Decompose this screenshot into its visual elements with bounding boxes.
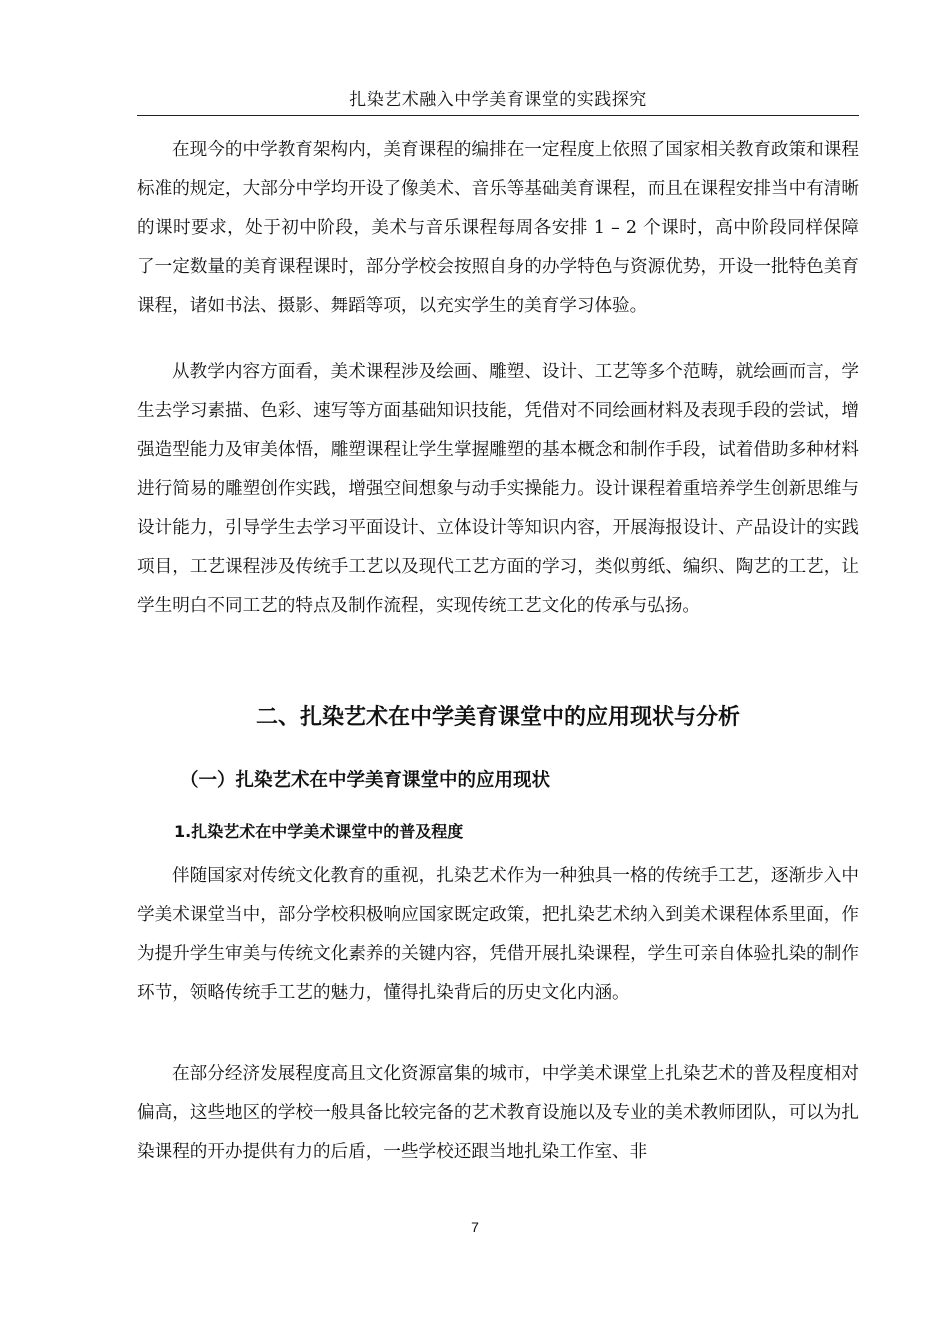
paragraph-teaching-content: 从教学内容方面看，美术课程涉及绘画、雕塑、设计、工艺等多个范畴，就绘画而言，学生去学习素描、色彩、速写等方面基础知识技能，凭借对不同绘画材料及表现手段的尝试，增强造型能力及审美体悟，雕塑课程让学生掌握雕塑的基本概念和制作手段，试着借助多种材料进行简易的雕塑创作实践，增强空间想象与动手实操能力。设计课程着重培养学生创新思维与设计能力，引导学生去学习平面设计、立体设计等知识内容，开展海报设计、产品设计的实践项目，工艺课程涉及传统手工艺以及现代工艺方面的学习，类似剪纸、编织、陶艺的工艺，让学生明白不同工艺的特点及制作流程，实现传统工艺文化的传承与弘扬。 (137, 362, 859, 616)
paragraph-curriculum-arrangement: 在现今的中学教育架构内，美育课程的编排在一定程度上依照了国家相关教育政策和课程标准的规定，大部分中学均开设了像美术、音乐等基础美育课程，而且在课程安排当中有清晰的课时要求，处于初中阶段，美术与音乐课程每周各安排 1 – 2 个课时，高中阶段同样保障了一定数量的美育课程课时，部分学校会按照自身的办学特色与资源优势，开设一批特色美育课程，诸如书法、摄影、舞蹈等项，以充实学生的美育学习体验。 (137, 140, 859, 316)
section-heading: 二、扎染艺术在中学美育课堂中的应用现状与分析 (255, 705, 740, 730)
running-header: 扎染艺术融入中学美育课堂的实践探究 (349, 90, 647, 110)
subsubsection-heading: 1.扎染艺术在中学美术课堂中的普及程度 (174, 822, 464, 841)
page-number: 7 (471, 1219, 479, 1235)
subsection-heading: （一）扎染艺术在中学美育课堂中的应用现状 (180, 770, 551, 791)
paragraph-urban-schools: 在部分经济发展程度高且文化资源富集的城市，中学美术课堂上扎染艺术的普及程度相对偏高，这些地区的学校一般具备比较完备的艺术教育设施以及专业的美术教师团队，可以为扎染课程的开办提供有力的后盾，一些学校还跟当地扎染工作室、非 (137, 1064, 859, 1162)
header-divider (137, 115, 859, 116)
paragraph-popularization: 伴随国家对传统文化教育的重视，扎染艺术作为一种独具一格的传统手工艺，逐渐步入中学美术课堂当中，部分学校积极响应国家既定政策，把扎染艺术纳入到美术课程体系里面，作为提升学生审美与传统文化素养的关键内容，凭借开展扎染课程，学生可亲自体验扎染的制作环节，领略传统手工艺的魅力，懂得扎染背后的历史文化内涵。 (137, 866, 859, 1003)
